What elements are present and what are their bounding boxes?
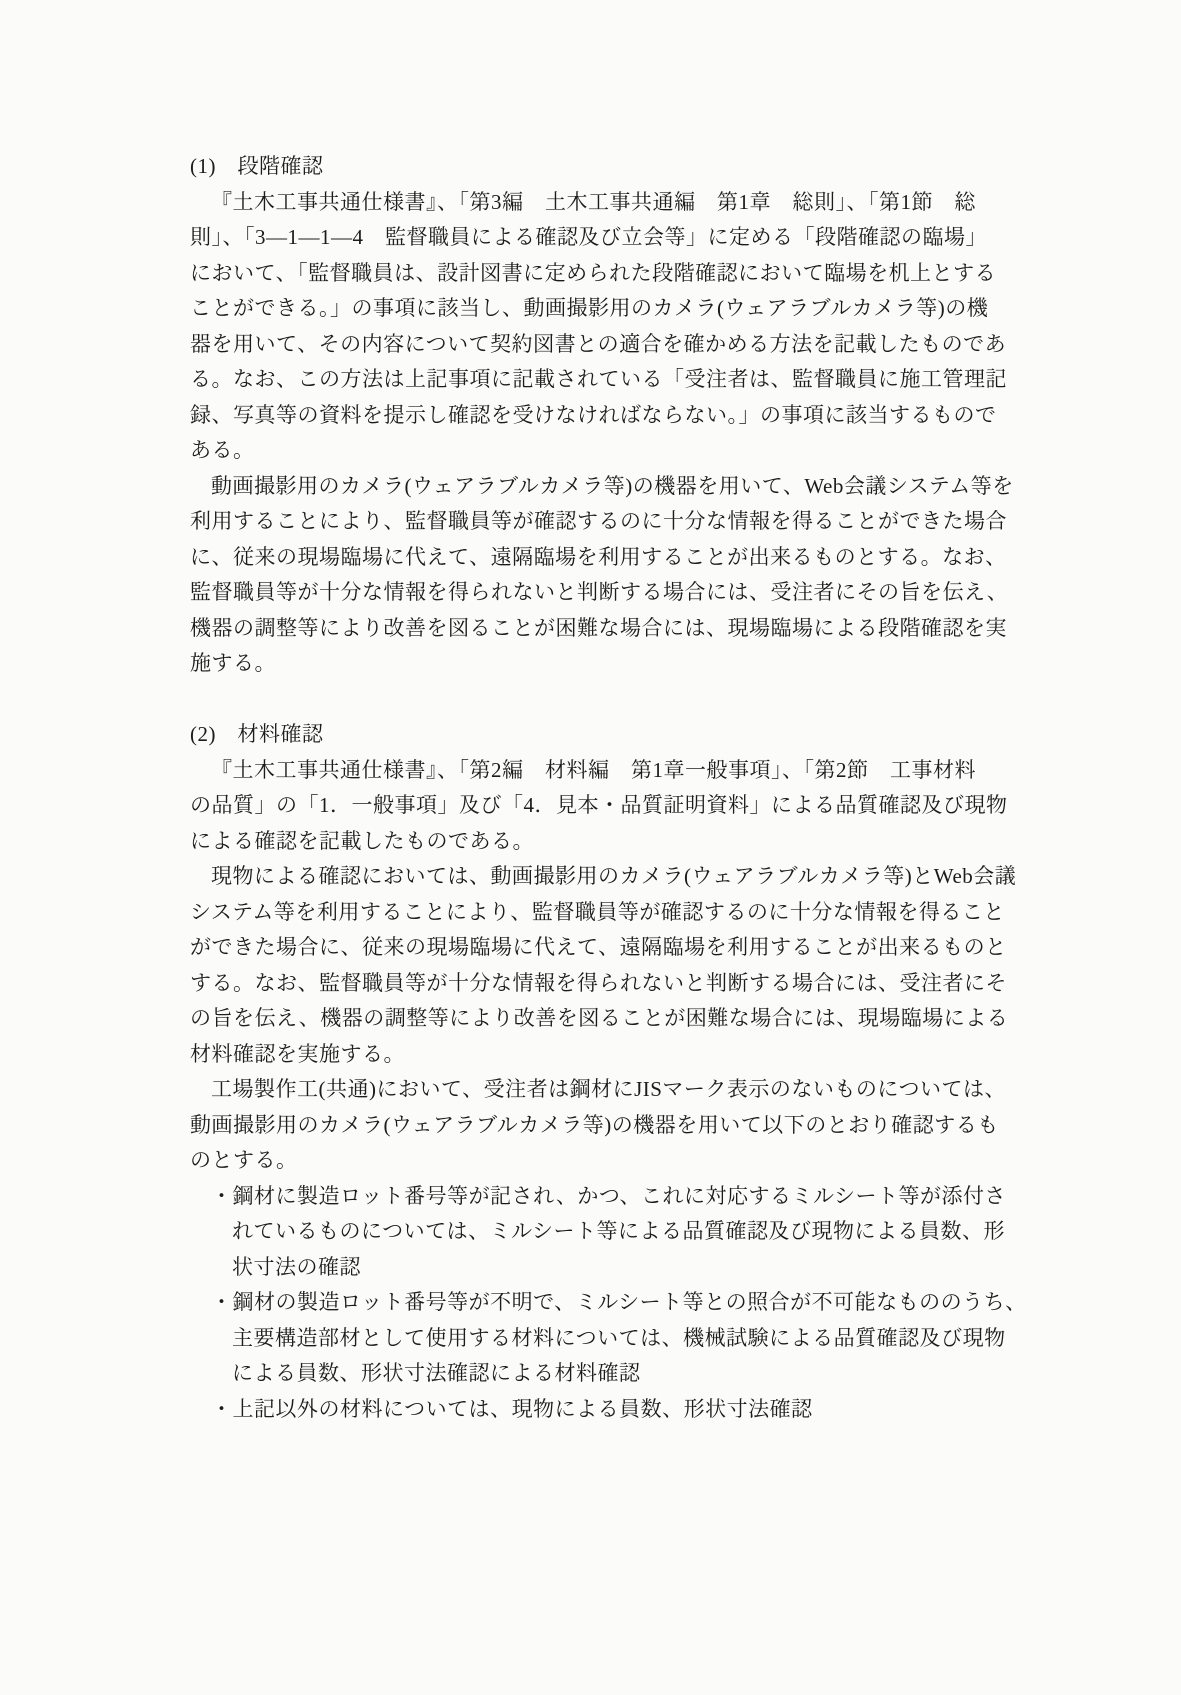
section-stage-confirmation: [190, 149, 1141, 682]
text-line: 動画撮影用のカメラ(ウェアラブルカメラ等)の機器を用いて、Web会議システム等を: [211, 473, 1014, 498]
text-line: による員数、形状寸法確認による材料確認: [232, 1361, 641, 1385]
text-line: 器を用いて、その内容について契約図書との適合を確かめる方法を記載したものであ: [190, 331, 1007, 356]
text-line: システム等を利用することにより、監督職員等が確認するのに十分な情報を得ること: [190, 899, 1005, 924]
text-line: 録、写真等の資料を提示し確認を受けなければならない。」の事項に該当するもので: [190, 402, 997, 427]
text-line: 則」、「3―1―1―4 監督職員による確認及び立会等」に定める「段階確認の臨場」: [190, 225, 987, 249]
text-line: の旨を伝え、機器の調整等により改善を図ることが困難な場合には、現場臨場による: [190, 1006, 1009, 1030]
text-line: に、従来の現場臨場に代えて、遠隔臨場を利用することが出来るものとする。なお、: [190, 544, 1007, 569]
text-line: 監督職員等が十分な情報を得られないと判断する場合には、受注者にその旨を伝え、: [190, 580, 1009, 604]
text-line: 主要構造部材として使用する材料については、機械試験による品質確認及び現物: [232, 1325, 1006, 1350]
text-line: 機器の調整等により改善を図ることが困難な場合には、現場臨場による段階確認を実: [190, 615, 1007, 640]
text-line: 工場製作工(共通)において、受注者は鋼材にJISマーク表示のないものについては、: [211, 1077, 1006, 1101]
text-line: る。なお、この方法は上記事項に記載されている「受注者は、監督職員に施工管理記: [190, 367, 1007, 391]
section-body-material-confirmation: [190, 753, 1141, 1428]
text-line: 施する。: [190, 651, 276, 675]
text-line: 材料確認を実施する。: [190, 1041, 405, 1066]
text-line: ができた場合に、従来の現場臨場に代えて、遠隔臨場を利用することが出来るものと: [190, 935, 1007, 959]
text-line: する。なお、監督職員等が十分な情報を得られないと判断する場合には、受注者にそ: [190, 970, 1007, 995]
text-line: の品質」の「1．一般事項」及び「4．見本・品質証明資料」による品質確認及び現物: [190, 793, 1008, 817]
section-body-stage-confirmation: [190, 185, 1141, 682]
text-line: 動画撮影用のカメラ(ウェアラブルカメラ等)の機器を用いて以下のとおり確認するも: [190, 1112, 999, 1137]
text-line: ・鋼材に製造ロット番号等が記され、かつ、これに対応するミルシート等が添付さ: [211, 1183, 1006, 1208]
text-line: 現物による確認においては、動画撮影用のカメラ(ウェアラブルカメラ等)とWeb会議: [211, 864, 1017, 888]
text-line: ・鋼材の製造ロット番号等が不明で、ミルシート等との照合が不可能なもののうち、: [211, 1290, 1027, 1314]
section-material-confirmation: [190, 717, 1141, 1427]
section-heading-stage-confirmation: (1) 段階確認: [190, 154, 324, 178]
text-line: ことができる。」の事項に該当し、動画撮影用のカメラ(ウェアラブルカメラ等)の機: [190, 296, 989, 320]
section-heading-material-confirmation: (2) 材料確認: [190, 722, 324, 746]
text-line: 利用することにより、監督職員等が確認するのに十分な情報を得ることができた場合: [190, 509, 1007, 533]
text-line: 『土木工事共通仕様書』、「第3編 土木工事共通編 第1章 総則」、「第1節 総: [211, 189, 976, 214]
text-line: ・上記以外の材料については、現物による員数、形状寸法確認: [211, 1396, 813, 1421]
text-line: 『土木工事共通仕様書』、「第2編 材料編 第1章一般事項」、「第2節 工事材料: [211, 757, 976, 782]
text-line: のとする。: [190, 1148, 298, 1172]
text-line: による確認を記載したものである。: [190, 828, 534, 853]
text-line: ある。: [190, 438, 255, 462]
text-line: 状寸法の確認: [232, 1254, 361, 1279]
text-line: れているものについては、ミルシート等による品質確認及び現物による員数、形: [232, 1219, 1006, 1243]
text-line: において、「監督職員は、設計図書に定められた段階確認において臨場を机上とする: [190, 260, 997, 285]
